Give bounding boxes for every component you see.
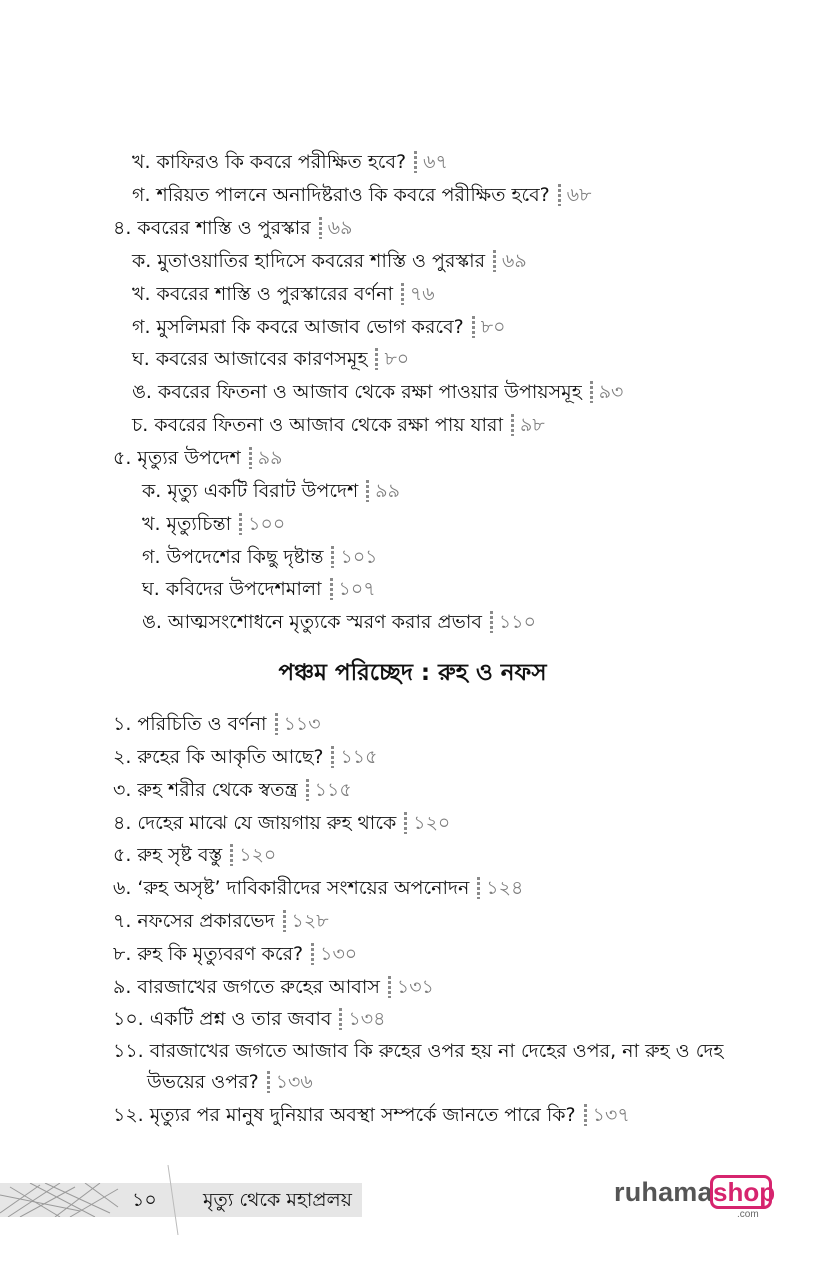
toc-entry-page: ১১৫	[314, 779, 352, 801]
toc-entry-title: ৩. রুহ শরীর থেকে স্বতন্ত্র	[113, 779, 298, 801]
toc-entry-title: ৫. রুহ সৃষ্ট বস্তু	[113, 844, 223, 866]
toc-entry-page: ৬৯	[502, 250, 527, 272]
toc-entry-title: ১০. একটি প্রশ্ন ও তার জবাব	[113, 1008, 332, 1030]
toc-section[interactable]	[113, 446, 282, 470]
toc-entry-page: ১০৭	[338, 578, 376, 600]
toc-entry-title: খ. মৃত্যুচিন্তা	[142, 513, 232, 535]
page-number: ১০	[132, 1189, 157, 1211]
dotted-separator-icon	[414, 151, 417, 173]
toc-entry[interactable]	[132, 347, 409, 371]
dotted-separator-icon	[477, 877, 480, 899]
dotted-separator-icon	[331, 546, 334, 568]
toc-entry-title: ৪. কবরের শাস্তি ও পুরস্কার	[113, 217, 311, 239]
toc-entry-title: ৯. বারজাখের জগতে রুহের আবাস	[113, 976, 380, 998]
toc-entry[interactable]	[142, 512, 285, 536]
toc-entry-page: ১৩১	[396, 976, 434, 998]
decorative-lines-icon	[0, 1183, 120, 1217]
toc-entry-page: ১২৮	[291, 910, 329, 932]
toc-entry-title: ২. রুহের কি আকৃতি আছে?	[113, 746, 324, 768]
toc-entry-title: চ. কবরের ফিতনা ও আজাব থেকে রক্ষা পায় যারা	[132, 414, 503, 436]
dotted-separator-icon	[239, 513, 242, 535]
toc-entry-page: ১৩৭	[592, 1104, 630, 1126]
toc-entry-title: ক. মুতাওয়াতির হাদিসে কবরের শাস্তি ও পুরস্কার	[132, 250, 486, 272]
toc-section[interactable]	[113, 1103, 630, 1127]
toc-entry-title: ১. পরিচিতি ও বর্ণনা	[113, 713, 267, 735]
toc-entry-page: ১১৩	[283, 713, 321, 735]
toc-entry-page: ৬৯	[327, 217, 353, 239]
toc-entry-title: ৪. দেহের মাঝে যে জায়গায় রুহ থাকে	[113, 812, 397, 834]
toc-entry-title: খ. কবরের শাস্তি ও পুরস্কারের বর্ণনা	[132, 283, 393, 305]
dotted-separator-icon	[584, 1104, 587, 1126]
toc-entry-title: গ. শরিয়ত পালনে অনাদিষ্টরাও কি কবরে পরীক্ষিত হবে?	[132, 184, 550, 206]
dotted-separator-icon	[306, 779, 309, 801]
dotted-separator-icon	[319, 217, 322, 239]
dotted-separator-icon	[493, 250, 496, 272]
dotted-separator-icon	[311, 943, 314, 965]
toc-entry-title: ৮. রুহ কি মৃত্যুবরণ করে?	[113, 943, 304, 965]
toc-section[interactable]	[113, 843, 276, 867]
toc-entry-title: ১২. মৃত্যুর পর মানুষ দুনিয়ার অবস্থা সম্পর্কে জানতে পারে কি?	[113, 1104, 576, 1126]
toc-entry-title: ঙ. কবরের ফিতনা ও আজাব থেকে রক্ষা পাওয়ার উপায়সমূহ	[132, 381, 582, 403]
toc-entry-page: ৮০	[480, 316, 506, 338]
toc-entry-page: ১১৫	[340, 746, 378, 768]
toc-entry-title: ১১. বারজাখের জগতে আজাব কি রুহের ওপর হয় না দেহের ওপর, না রুহ ও দেহ	[113, 1040, 724, 1062]
toc-section[interactable]	[113, 712, 321, 736]
toc-entry[interactable]	[132, 413, 545, 437]
toc-entry-title: ঙ. আত্মসংশোধনে মৃত্যুকে স্মরণ করার প্রভাব	[142, 611, 482, 633]
dotted-separator-icon	[590, 381, 593, 403]
toc-entry-page: ৬৮	[566, 184, 592, 206]
logo-domain: .com	[737, 1209, 759, 1220]
toc-entry-page: ৬৭	[423, 151, 448, 173]
toc-section[interactable]	[113, 942, 357, 966]
toc-entry[interactable]	[142, 610, 536, 634]
toc-entry-title: ক. মৃত্যু একটি বিরাট উপদেশ	[142, 480, 359, 502]
dotted-separator-icon	[401, 283, 404, 305]
toc-entry-page: ১২০	[413, 812, 451, 834]
toc-entry[interactable]	[132, 150, 448, 174]
toc-entry-page: ১০০	[248, 513, 286, 535]
toc-section[interactable]	[113, 975, 434, 999]
toc-entry[interactable]	[132, 282, 435, 306]
toc-entry-title: ৭. নফসের প্রকারভেদ	[113, 910, 275, 932]
dotted-separator-icon	[230, 844, 233, 866]
toc-entry-page: ১১০	[498, 611, 536, 633]
toc-section-line-1[interactable]	[113, 1039, 723, 1063]
dotted-separator-icon	[404, 812, 407, 834]
toc-entry-page: ৯৯	[257, 447, 283, 469]
toc-entry-title: ঘ. কবিদের উপদেশমালা	[142, 578, 322, 600]
dotted-separator-icon	[249, 447, 252, 469]
toc-section[interactable]	[113, 778, 352, 802]
toc-entry-title: ঘ. কবরের আজাবের কারণসমূহ	[132, 348, 368, 370]
dotted-separator-icon	[267, 1071, 270, 1093]
toc-entry-title: গ. উপদেশের কিছু দৃষ্টান্ত	[142, 546, 324, 568]
toc-entry-page: ১৩৬	[275, 1071, 313, 1093]
toc-entry[interactable]	[132, 249, 527, 273]
dotted-separator-icon	[283, 910, 286, 932]
dotted-separator-icon	[558, 184, 561, 206]
toc-entry[interactable]	[132, 183, 591, 207]
toc-entry-title: খ. কাফিরও কি কবরে পরীক্ষিত হবে?	[132, 151, 407, 173]
toc-entry-page: ৯৮	[519, 414, 545, 436]
dotted-separator-icon	[275, 713, 278, 735]
dotted-separator-icon	[375, 348, 378, 370]
toc-entry-page: ৯৩	[598, 381, 624, 403]
toc-entry-page: ৭৬	[409, 283, 435, 305]
toc-entry[interactable]	[132, 380, 623, 404]
toc-entry-title: ৫. মৃত্যুর উপদেশ	[113, 447, 241, 469]
toc-entry-page: ১৩৪	[348, 1008, 386, 1030]
toc-entry-title: গ. মুসলিমরা কি কবরে আজাব ভোগ করবে?	[132, 316, 464, 338]
dotted-separator-icon	[472, 316, 475, 338]
dotted-separator-icon	[330, 578, 333, 600]
dotted-separator-icon	[331, 746, 334, 768]
toc-entry[interactable]	[142, 577, 376, 601]
toc-entry-page: ১২৪	[486, 877, 524, 899]
toc-entry-page: ৮০	[384, 348, 410, 370]
toc-entry-page: ১০১	[340, 546, 378, 568]
logo-word: ruhama	[614, 1177, 713, 1207]
toc-entry[interactable]	[142, 545, 378, 569]
dotted-separator-icon	[490, 611, 493, 633]
toc-section[interactable]	[113, 216, 352, 240]
toc-section[interactable]	[113, 745, 377, 769]
dotted-separator-icon	[366, 480, 369, 502]
toc-entry-page: ৯৯	[375, 480, 400, 502]
toc-entry-page: ১৩০	[320, 943, 358, 965]
toc-entry[interactable]	[142, 479, 400, 503]
toc-section[interactable]	[113, 811, 450, 835]
dotted-separator-icon	[511, 414, 514, 436]
toc-entry-page: ১২০	[239, 844, 277, 866]
toc-section[interactable]	[113, 1007, 385, 1031]
toc-section-line-2[interactable]	[147, 1070, 313, 1094]
toc-section[interactable]	[113, 909, 329, 933]
toc-section[interactable]	[113, 876, 523, 900]
toc-entry[interactable]	[132, 315, 505, 339]
dotted-separator-icon	[339, 1008, 342, 1030]
toc-entry-title-continued: উভয়ের ওপর?	[147, 1071, 259, 1093]
toc-entry-title: ৬. ‘রুহ অসৃষ্ট’ দাবিকারীদের সংশয়ের অপনোদন	[113, 877, 470, 899]
chapter-heading: পঞ্চম পরিচ্ছেদ : রুহ ও নফস	[278, 660, 547, 686]
dotted-separator-icon	[388, 976, 391, 998]
book-title: মৃত্যু থেকে মহাপ্রলয়	[203, 1189, 352, 1211]
logo-shop: shop	[713, 1177, 776, 1207]
